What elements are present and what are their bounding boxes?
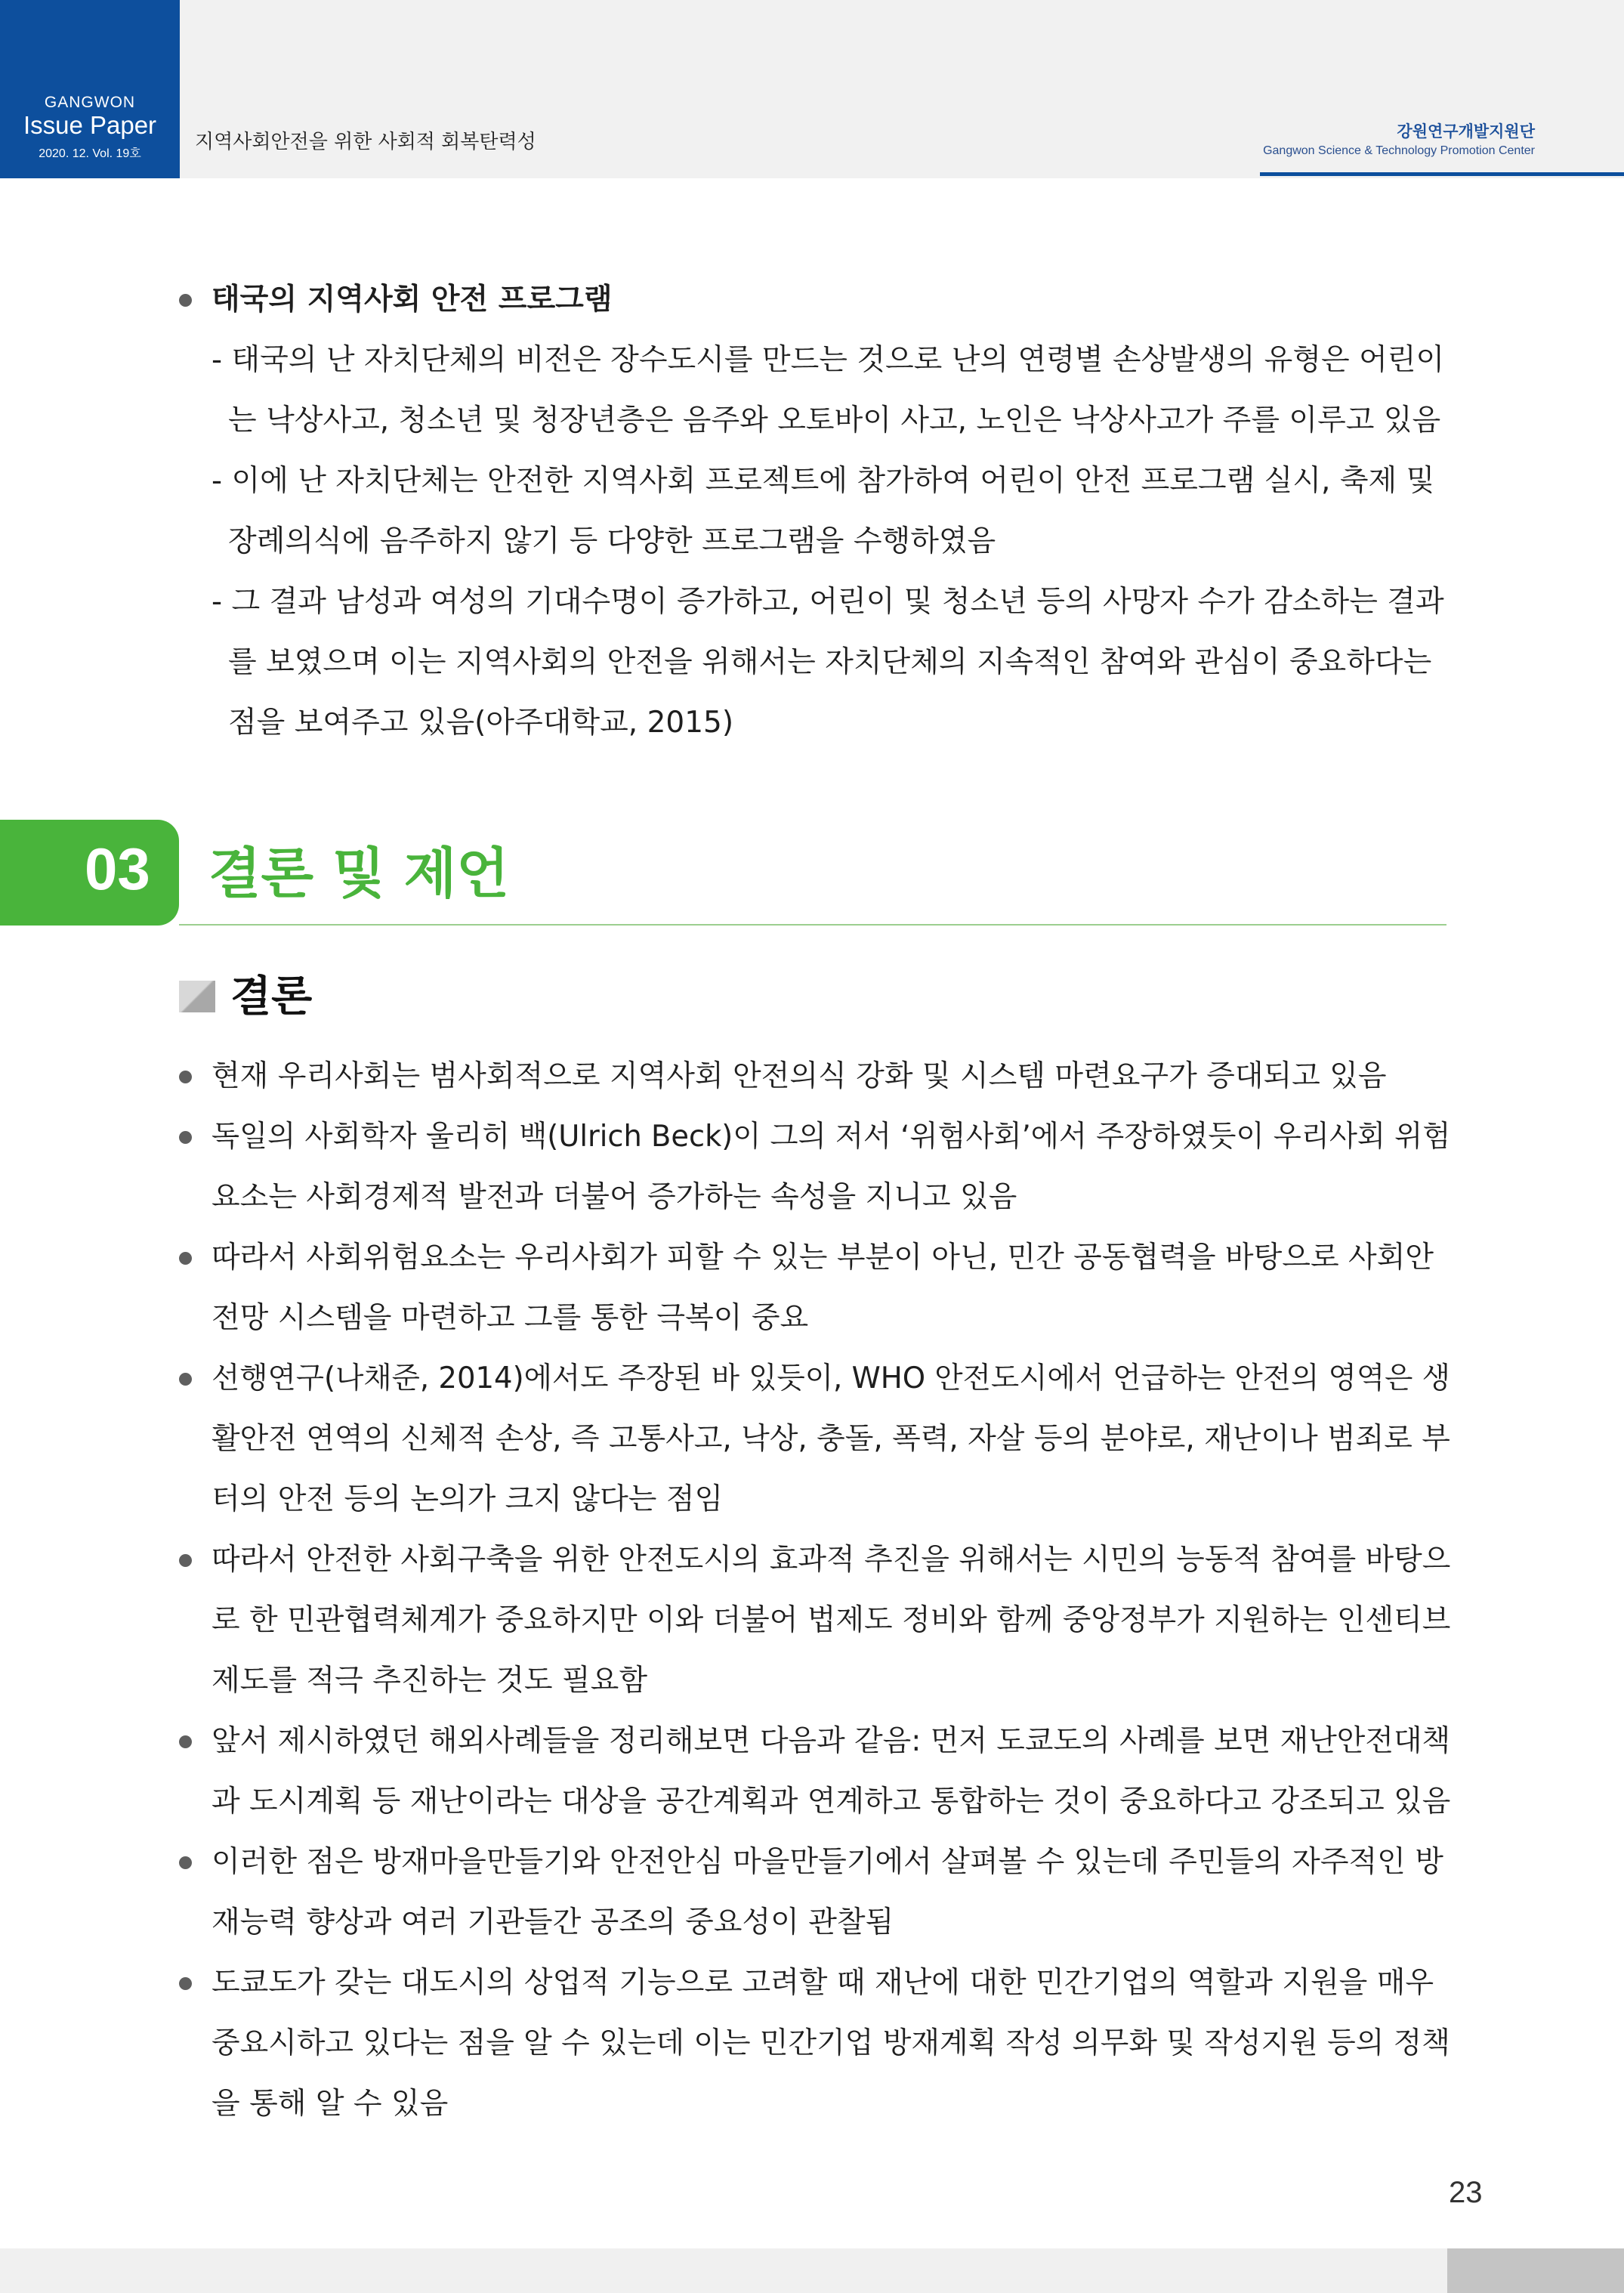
conclusion-line: 재능력 향상과 여러 기관들간 공조의 중요성이 관찰됨 <box>211 1905 894 1939</box>
thailand-heading: 태국의 지역사회 안전 프로그램 <box>211 283 613 317</box>
bullet-icon <box>179 1554 192 1567</box>
conclusion-line: 이러한 점은 방재마을만들기와 안전안심 마을만들기에서 살펴볼 수 있는데 주민들의 자주적인 방 <box>211 1845 1443 1879</box>
section-number: 03 <box>85 836 150 902</box>
thailand-line: - 그 결과 남성과 여성의 기대수명이 증가하고, 어린이 및 청소년 등의 사망자 수가 감소하는 결과 <box>211 585 1444 619</box>
brand-issue-paper: Issue Paper <box>23 111 157 139</box>
square-marker-icon <box>179 981 215 1012</box>
footer-corner-block <box>1447 2248 1624 2293</box>
issue-paper-logo <box>0 0 180 178</box>
bullet-icon <box>179 1252 192 1265</box>
thailand-line: - 태국의 난 자치단체의 비전은 장수도시를 만드는 것으로 난의 연령별 손상발생의 유형은 어린이 <box>211 343 1445 377</box>
bullet-icon <box>179 1856 192 1869</box>
conclusion-line: 따라서 안전한 사회구축을 위한 안전도시의 효과적 추진을 위해서는 시민의 능동적 참여를 바탕으 <box>211 1543 1451 1577</box>
bullet-icon <box>179 1373 192 1386</box>
conclusion-line: 을 통해 알 수 있음 <box>211 2087 449 2121</box>
thailand-line: 를 보였으며 이는 지역사회의 안전을 위해서는 자치단체의 지속적인 참여와 관심이 중요하다는 <box>228 645 1432 679</box>
conclusion-line: 독일의 사회학자 울리히 백(Ulrich Beck)이 그의 저서 ‘위험사회’에서 주장하였듯이 우리사회 위험 <box>211 1120 1451 1154</box>
section-title: 결론 및 제언 <box>208 842 509 905</box>
page-number: 23 <box>1449 2176 1483 2209</box>
brand-gangwon: GANGWON <box>44 94 136 111</box>
bullet-icon <box>179 1131 192 1144</box>
page-header <box>0 0 1624 178</box>
thailand-line: - 이에 난 자치단체는 안전한 지역사회 프로젝트에 참가하여 어린이 안전 프로그램 실시, 축제 및 <box>211 464 1435 498</box>
conclusion-line: 로 한 민관협력체계가 중요하지만 이와 더불어 법제도 정비와 함께 중앙정부가 지원하는 인센티브 <box>211 1603 1451 1637</box>
brand-volume: 2020. 12. Vol. 19호 <box>39 147 141 160</box>
conclusion-line: 제도를 적극 추진하는 것도 필요함 <box>211 1664 648 1698</box>
conclusion-line: 과 도시계획 등 재난이라는 대상을 공간계획과 연계하고 통합하는 것이 중요하다고 강조되고 있음 <box>211 1785 1451 1819</box>
conclusion-line: 요소는 사회경제적 발전과 더불어 증가하는 속성을 지니고 있음 <box>211 1180 1017 1214</box>
header-underline <box>1260 172 1624 176</box>
conclusion-line: 앞서 제시하였던 해외사례들을 정리해보면 다음과 같음: 먼저 도쿄도의 사례를 보면 재난안전대책 <box>211 1724 1451 1758</box>
bullet-icon <box>179 1735 192 1748</box>
bullet-icon <box>179 1977 192 1990</box>
subsection-title: 결론 <box>230 972 313 1021</box>
conclusion-line: 전망 시스템을 마련하고 그를 통한 극복이 중요 <box>211 1301 809 1335</box>
footer-band <box>0 2248 1624 2293</box>
conclusion-line: 도쿄도가 갖는 대도시의 상업적 기능으로 고려할 때 재난에 대한 민간기업의 역할과 지원을 매우 <box>211 1966 1434 2000</box>
thailand-line: 는 낙상사고, 청소년 및 청장년층은 음주와 오토바이 사고, 노인은 낙상사고가 주를 이루고 있음 <box>228 403 1441 437</box>
conclusion-line: 활안전 연역의 신체적 손상, 즉 고통사고, 낙상, 충돌, 폭력, 자살 등의 분야로, 재난이나 범죄로 부 <box>211 1422 1450 1456</box>
organization-name-ko: 강원연구개발지원단 <box>1397 122 1535 141</box>
bullet-icon <box>179 294 192 307</box>
conclusion-line: 중요시하고 있다는 점을 알 수 있는데 이는 민간기업 방재계획 작성 의무화 및 작성지원 등의 정책 <box>211 2026 1450 2060</box>
thailand-line: 장례의식에 음주하지 않기 등 다양한 프로그램을 수행하였음 <box>228 524 996 558</box>
conclusion-line: 선행연구(나채준, 2014)에서도 주장된 바 있듯이, WHO 안전도시에서 언급하는 안전의 영역은 생 <box>211 1361 1450 1395</box>
document-title: 지역사회안전을 위한 사회적 회복탄력성 <box>195 131 536 153</box>
section-divider <box>179 924 1446 926</box>
conclusion-line: 따라서 사회위험요소는 우리사회가 피할 수 있는 부분이 아닌, 민간 공동협력을 바탕으로 사회안 <box>211 1241 1434 1275</box>
conclusion-line: 터의 안전 등의 논의가 크지 않다는 점임 <box>211 1482 724 1516</box>
thailand-line: 점을 보여주고 있음(아주대학교, 2015) <box>228 706 734 740</box>
bullet-icon <box>179 1071 192 1083</box>
conclusion-line: 현재 우리사회는 범사회적으로 지역사회 안전의식 강화 및 시스템 마련요구가 증대되고 있음 <box>211 1059 1387 1093</box>
organization-name-en: Gangwon Science & Technology Promotion Center <box>1263 144 1535 157</box>
